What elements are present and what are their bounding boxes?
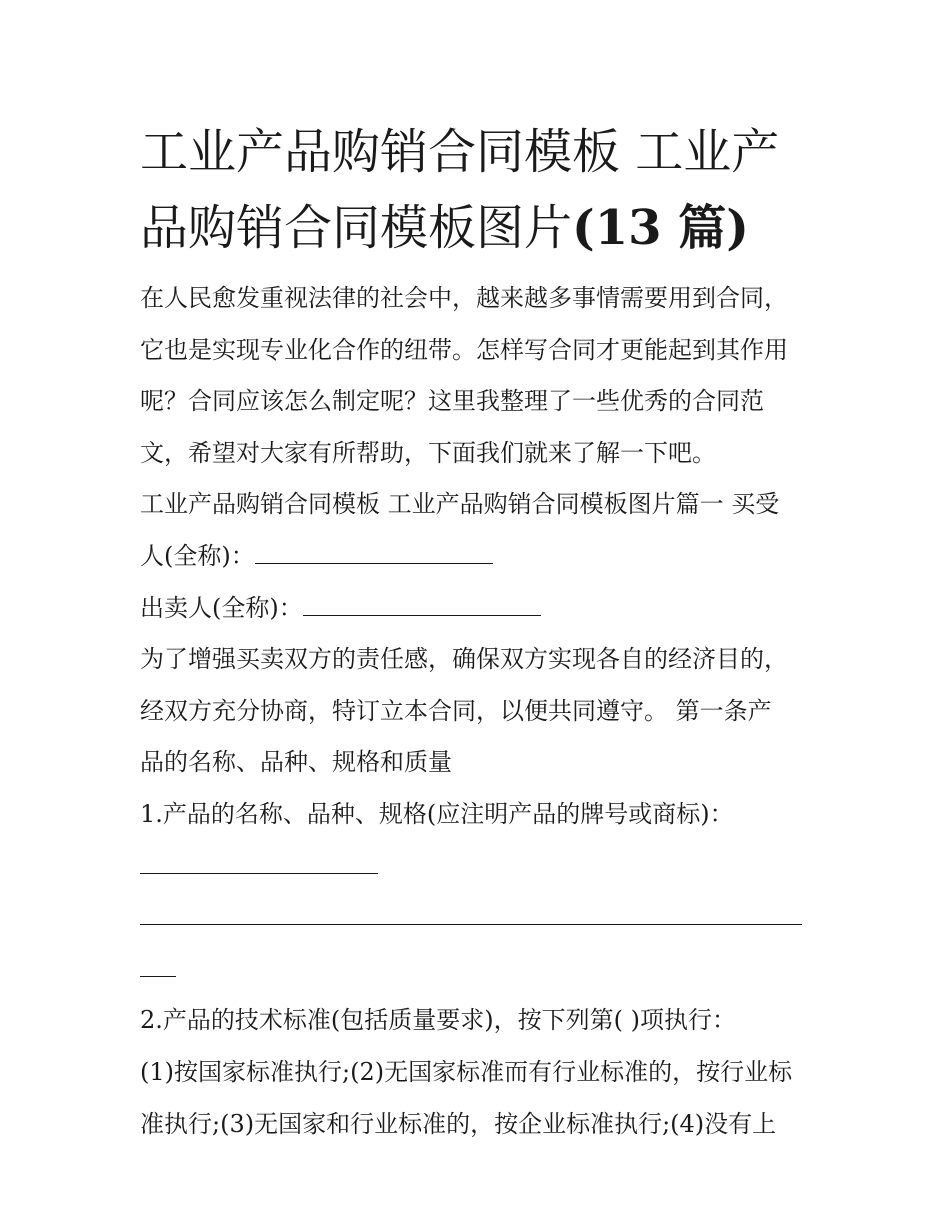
title-line-2-suffix: (13 篇) <box>572 200 749 256</box>
item-2-line: 2.产品的技术标准(包括质量要求)，按下列第( )项执行： <box>140 1006 736 1035</box>
buyer-label: 人(全称)： <box>140 541 255 570</box>
item-1-blank-field-c <box>140 952 176 977</box>
standard-line-2: 准执行;(3)无国家和行业标准的，按企业标准执行;(4)没有上 <box>140 1109 777 1138</box>
seller-label: 出卖人(全称)： <box>140 593 303 622</box>
intro-line-2: 它也是实现专业化合作的纽带。怎样写合同才更能起到其作用 <box>140 335 788 364</box>
buyer-blank-field <box>255 539 493 564</box>
buyer-line <box>140 531 820 583</box>
title-line-1: 工业产品购销合同模板 工业产 <box>140 124 780 180</box>
item-1-line: 1.产品的名称、品种、规格(应注明产品的牌号或商标)： <box>140 799 734 828</box>
item-1-blank-line-a <box>140 841 820 893</box>
purpose-line-3: 品的名称、品种、规格和质量 <box>140 748 452 777</box>
seller-line <box>140 583 820 635</box>
document-body <box>140 273 820 1150</box>
intro-line-4: 文，希望对大家有所帮助，下面我们就来了解一下吧。 <box>140 438 716 467</box>
title-line-2-prefix: 品购销合同模板图片 <box>140 200 573 256</box>
intro-line-3: 呢？合同应该怎么制定呢？这里我整理了一些优秀的合同范 <box>140 387 764 416</box>
purpose-line-1: 为了增强买卖双方的责任感，确保双方实现各自的经济目的， <box>140 645 788 674</box>
purpose-line-2: 经双方充分协商，特订立本合同，以便共同遵守。 第一条产 <box>140 696 772 725</box>
item-1-blank-field-a <box>140 849 378 874</box>
seller-blank-field <box>303 591 541 616</box>
intro-line-1: 在人民愈发重视法律的社会中，越来越多事情需要用到合同， <box>140 284 788 312</box>
section-heading-line: 工业产品购销合同模板 工业产品购销合同模板图片篇一 买受 <box>140 490 780 519</box>
title-line-2 <box>140 190 820 266</box>
item-1-blank-field-b <box>140 900 802 925</box>
standard-line-1: (1)按国家标准执行;(2)无国家标准而有行业标准的，按行业标 <box>140 1057 793 1086</box>
item-1-blank-line-c <box>140 944 820 996</box>
document-title <box>140 114 820 266</box>
item-1-blank-line-b <box>140 892 820 944</box>
